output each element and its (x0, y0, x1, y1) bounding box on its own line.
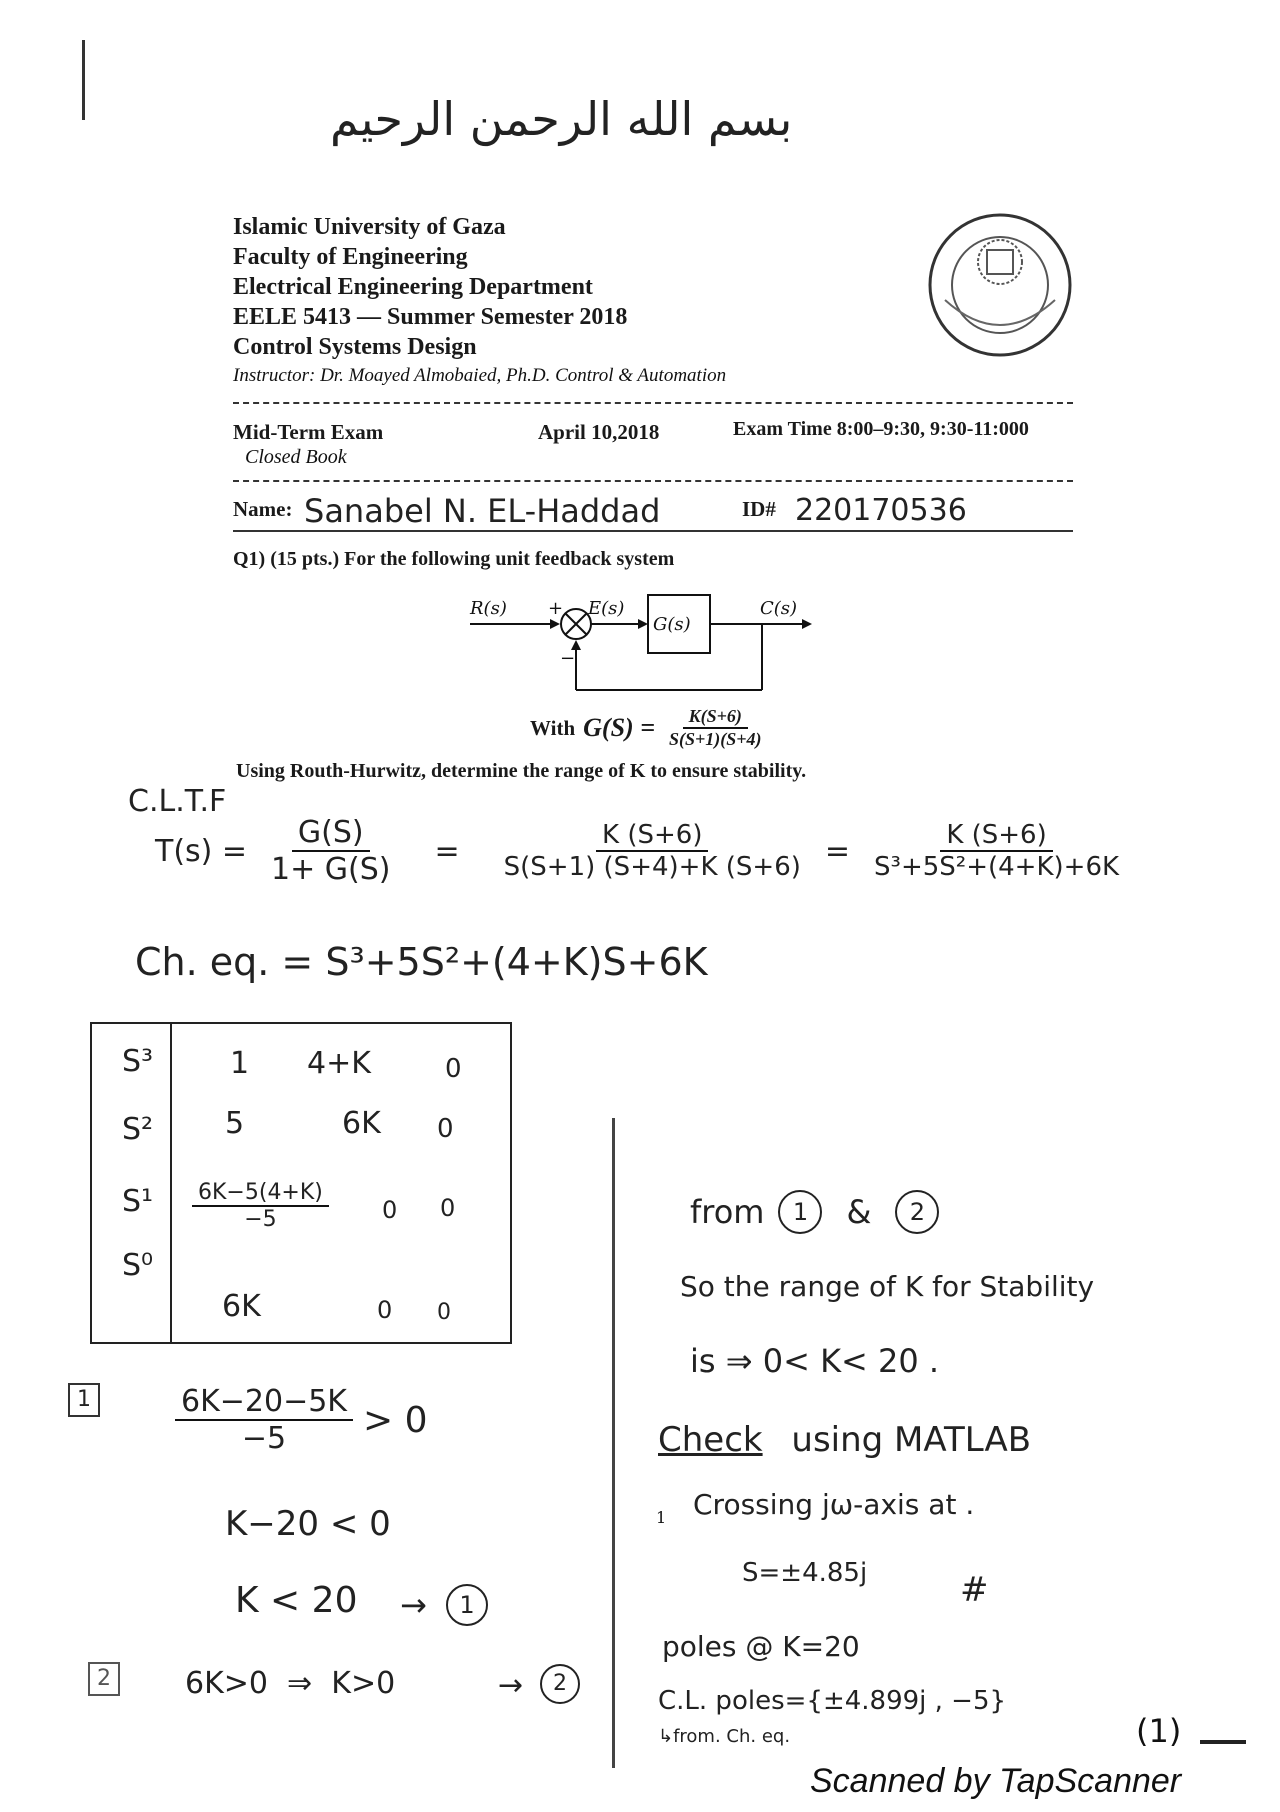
routh-s1-c1 (192, 1180, 329, 1232)
t3-num: K (S+6) (940, 820, 1052, 852)
name-label: Name: (233, 497, 293, 521)
scanner-footer: Scanned by TapScanner (810, 1762, 1182, 1800)
t-fraction-2 (498, 820, 807, 882)
routh-s1-num: 6K−5(4+K) (192, 1180, 329, 1207)
crossing-value: S=±4.85j (742, 1558, 868, 1588)
g-lhs: G(S) = (583, 713, 656, 742)
student-name: Sanabel N. EL-Haddad (304, 492, 661, 530)
t-fraction-1 (265, 815, 396, 887)
cond1-fraction (175, 1384, 353, 1456)
t-lhs: T(s) = (155, 833, 248, 869)
cond2-text: 6K>0 ⇒ K>0 (185, 1666, 396, 1701)
routh-s1-den: −5 (244, 1207, 277, 1232)
check-rest: using MATLAB (791, 1420, 1032, 1460)
university-name: Islamic University of Gaza (233, 214, 506, 240)
department-name: Electrical Engineering Department (233, 274, 593, 300)
diagram-output-label: C(s) (760, 598, 798, 619)
routh-power-s2: S² (122, 1112, 154, 1147)
from-amp: & (846, 1193, 872, 1231)
from-ref2: 2 (895, 1190, 939, 1234)
g-numerator: K(S+6) (683, 706, 748, 729)
from-characteristic: ↳from. Ch. eq. (658, 1726, 791, 1747)
routh-s2-c1: 5 (225, 1106, 245, 1141)
page-number-dash (1200, 1740, 1246, 1744)
cl-poles: C.L. poles={±4.899j , −5} (658, 1686, 1007, 1716)
characteristic-equation: Ch. eq. = S³+5S²+(4+K)S+6K (135, 940, 708, 984)
routh-s0-c3: 0 (437, 1300, 451, 1325)
exam-book: Closed Book (245, 446, 347, 468)
equals: = (824, 833, 851, 869)
routh-divider (170, 1024, 172, 1342)
exam-type: Mid-Term Exam (233, 420, 384, 444)
cond1-line3: K < 20 (235, 1580, 358, 1621)
routh-table (90, 1022, 512, 1344)
exam-time: Exam Time 8:00–9:30, 9:30-11:000 (733, 418, 1029, 440)
exam-date: April 10,2018 (538, 420, 660, 444)
cond1-ref: 1 (446, 1584, 488, 1626)
routh-power-s0: S⁰ (122, 1248, 154, 1283)
cond2-ref: 2 (540, 1664, 580, 1704)
stability-conclusion: So the range of K for Stability (680, 1270, 1095, 1303)
routh-s1-c3: 0 (440, 1194, 456, 1222)
instructor-line: Instructor: Dr. Moayed Almobaied, Ph.D. Control & Automation (233, 365, 727, 386)
subject-name: Control Systems Design (233, 334, 477, 360)
cltf-label: C.L.T.F (128, 784, 227, 819)
diagram-block-label: G(s) (653, 614, 691, 635)
check-word: Check (658, 1420, 763, 1460)
routh-s0-c1: 6K (222, 1289, 261, 1324)
margin-mark (82, 40, 85, 120)
check-line (658, 1420, 1031, 1460)
routh-s1-c2: 0 (382, 1196, 398, 1224)
cond1-line2: K−20 < 0 (225, 1504, 391, 1544)
transfer-equation (155, 815, 1125, 887)
diagram-minus: − (560, 648, 576, 669)
diagram-input-label: R(s) (470, 598, 507, 619)
basmala: بسم الله الرحمن الرحيم (330, 92, 793, 146)
from-line (690, 1190, 939, 1234)
t1-num: G(S) (292, 815, 370, 852)
routh-s0-c2: 0 (377, 1296, 393, 1324)
with-label: With (530, 715, 576, 740)
routh-power-s3: S³ (122, 1044, 154, 1079)
column-divider (612, 1118, 615, 1768)
routh-s2-c3: 0 (437, 1114, 454, 1144)
divider (233, 480, 1073, 482)
t1-den: 1+ G(S) (271, 852, 391, 887)
university-seal (925, 210, 1075, 360)
crossing-line: Crossing jω-axis at . (693, 1488, 975, 1521)
routh-power-s1: S¹ (122, 1184, 154, 1219)
student-id: 220170536 (795, 493, 967, 528)
id-label: ID# (742, 497, 776, 521)
routh-s3-c1: 1 (230, 1046, 250, 1081)
question-title: Q1) (15 pts.) For the following unit feedback system (233, 548, 675, 570)
from-text: from (690, 1193, 765, 1231)
cond1-den: −5 (241, 1421, 287, 1456)
hash-mark: # (960, 1570, 989, 1610)
t3-den: S³+5S²+(4+K)+6K (874, 852, 1120, 882)
cond2-tag: 2 (88, 1662, 120, 1696)
course-info: EELE 5413 — Summer Semester 2018 (233, 304, 628, 330)
divider (233, 530, 1073, 532)
divider (233, 402, 1073, 404)
faculty-name: Faculty of Engineering (233, 244, 468, 270)
cond2-arrow: → (498, 1668, 524, 1703)
diagram-plus: + (548, 598, 564, 619)
page-number: (1) (1136, 1712, 1182, 1750)
diagram-error-label: E(s) (588, 598, 625, 619)
transfer-function (530, 706, 768, 750)
routh-s2-c2: 6K (342, 1106, 381, 1141)
cond1-tag: 1 (68, 1383, 100, 1417)
routh-s3-c3: 0 (445, 1054, 462, 1084)
t2-num: K (S+6) (596, 820, 708, 852)
routh-s3-c2: 4+K (307, 1046, 371, 1081)
cond1-gt: > 0 (362, 1399, 428, 1441)
cond1-num: 6K−20−5K (175, 1384, 353, 1421)
crossing-number: 1 (656, 1508, 667, 1527)
cond1-inequality (175, 1384, 427, 1456)
g-fraction (663, 706, 768, 750)
t-fraction-3 (868, 820, 1125, 882)
question-instruction: Using Routh-Hurwitz, determine the range of K to ensure stability. (236, 760, 807, 782)
t2-den: S(S+1) (S+4)+K (S+6) (503, 852, 801, 882)
g-denominator: S(S+1)(S+4) (669, 729, 762, 749)
poles-line: poles @ K=20 (662, 1630, 860, 1663)
cond1-arrow: → (400, 1586, 427, 1624)
from-ref1: 1 (778, 1190, 822, 1234)
stability-range: is ⇒ 0< K< 20 . (690, 1342, 940, 1380)
equals: = (434, 833, 460, 869)
